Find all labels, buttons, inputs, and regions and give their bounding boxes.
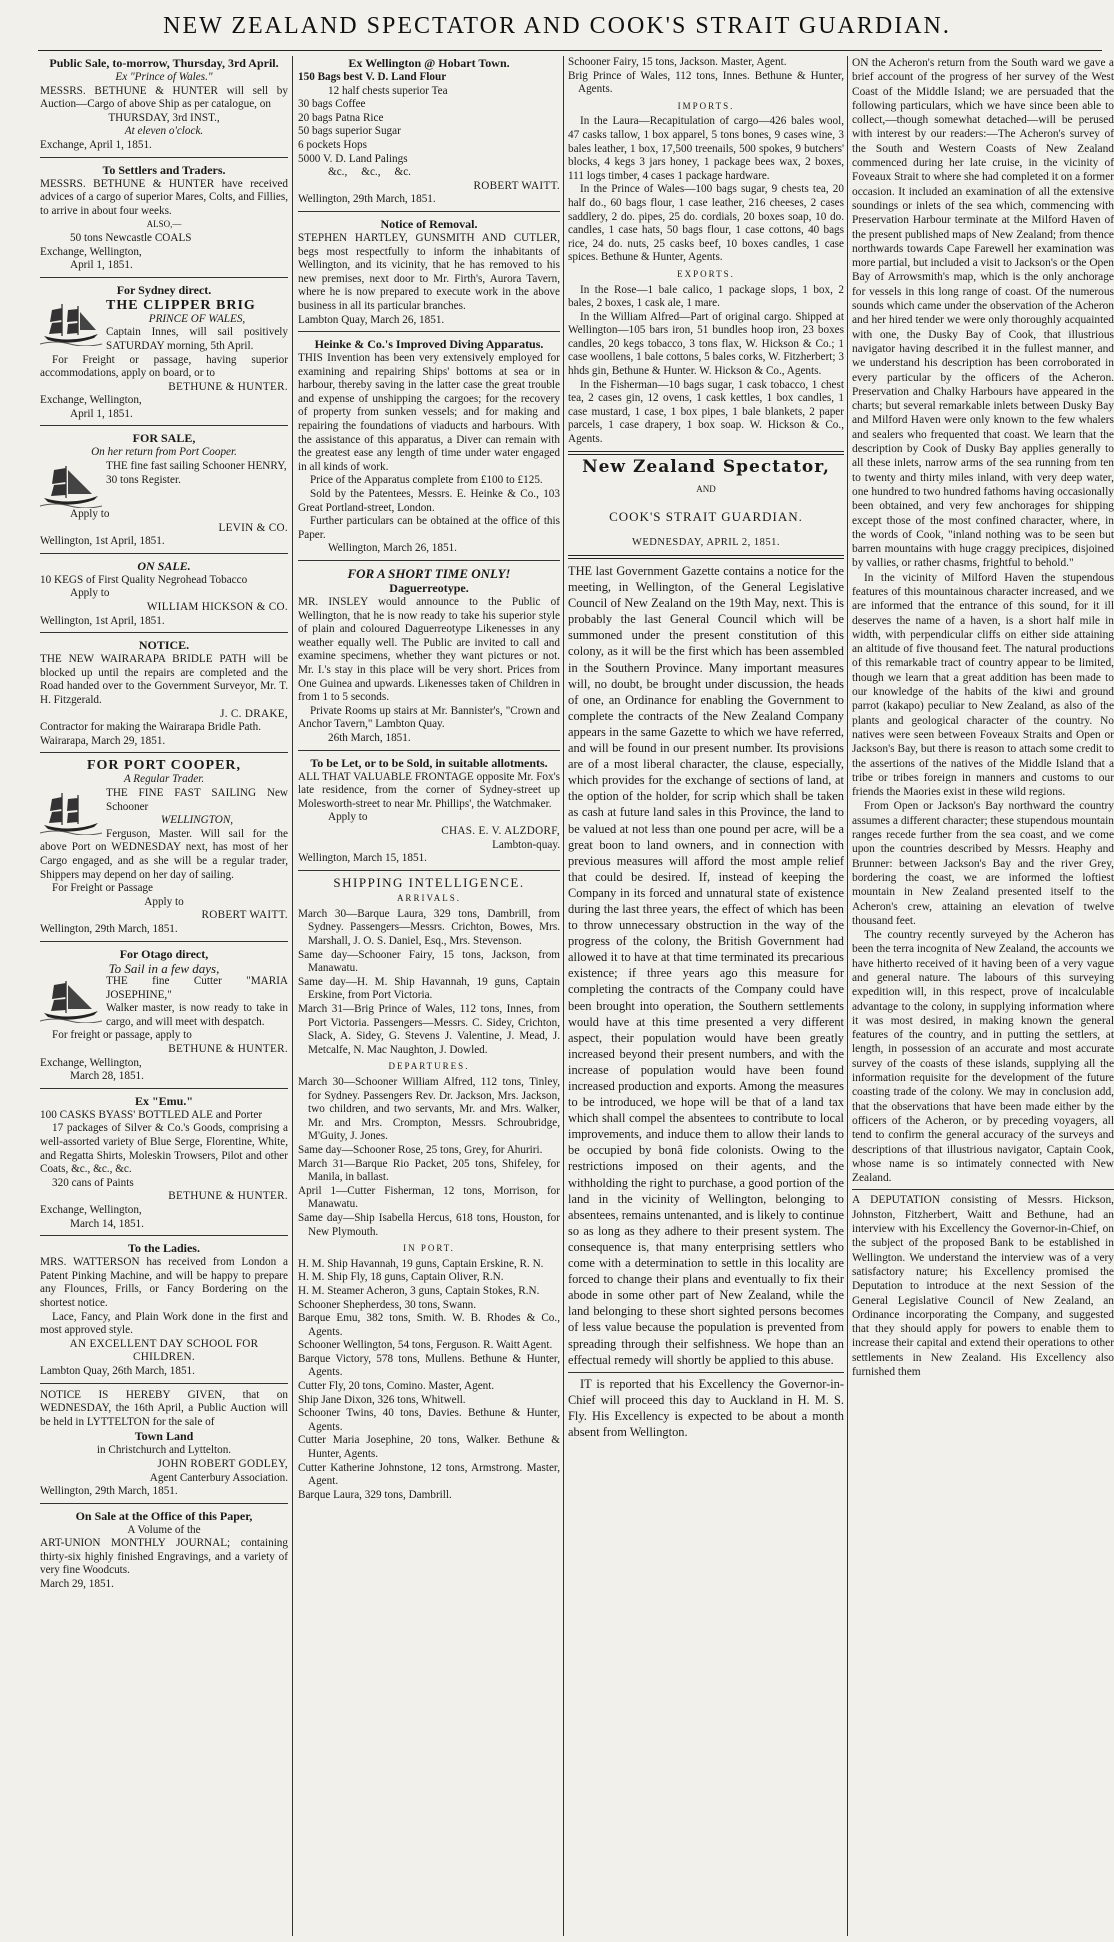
ad-public-sale [40, 56, 288, 158]
ad-body: THE CLIPPER BRIG [106, 297, 256, 313]
ad-role: Contractor for making the Wairarapa Bridle Path. [40, 721, 262, 734]
paper-date: WEDNESDAY, APRIL 2, 1851. [631, 537, 781, 549]
ad-subtitle: A Regular Trader. [123, 773, 205, 786]
ad-body: 100 CASKS BYASS' BOTTLED ALE and Porter [40, 1108, 263, 1121]
ad-role: Agent Canterbury Association. [149, 1471, 288, 1484]
ad-title: Ex "Emu." [134, 1093, 193, 1108]
ad-agent: CHAS. E. V. ALZDORF, [441, 824, 560, 837]
paper-subtitle: COOK'S STRAIT GUARDIAN. [609, 508, 803, 524]
column-separator [292, 56, 293, 1936]
list-item: Cutter Fly, 20 tons, Comino. Master, Agent. [298, 1380, 495, 1393]
ad-body: THE NEW WAIRARAPA BRIDLE PATH will be blocked up until the repairs are completed and the Road handed over to the Government Surveyor, Mr. T. H. Fitzgerald. [40, 653, 288, 706]
ad-subtitle: On her return from Port Cooper. [91, 446, 237, 459]
ad-agent: ROBERT WAITT. [473, 179, 560, 192]
subsection-heading: IN PORT. [403, 1243, 455, 1254]
export-entry: In the Fisherman—10 bags sugar, 1 cask tobacco, 1 chest tea, 2 cases gin, 12 ovens, 1 cask kettles, 1 box candles, 1 case mustard, 1 case, 1 box pipes, 1 bale blankets, 2 paper parcels, 1 case drapery, 1 box soap. W. Hickson & Co., Agents. [568, 378, 844, 446]
ad-diving-apparatus [298, 337, 560, 561]
ad-title: To the Ladies. [128, 1241, 200, 1256]
ad-footer: April 1, 1851. [70, 259, 133, 272]
ad-title: To be Let, or to be Sold, in suitable allotments. [310, 755, 548, 770]
list-item: April 1—Cutter Fisherman, 12 tons, Morrison, for Manawatu. [298, 1184, 560, 1211]
ad-where: in Christchurch and Lyttelton. [96, 1444, 232, 1457]
list-item: Barque Emu, 382 tons, Smith. W. B. Rhodes & Co., Agents. [298, 1312, 560, 1338]
ship-woodcut-icon [40, 300, 102, 346]
ad-settlers-traders [40, 163, 288, 278]
ad-land: Town Land [134, 1429, 194, 1444]
ad-coals: 50 tons Newcastle COALS [70, 231, 192, 244]
ad-title: Notice of Removal. [380, 216, 478, 231]
subsection-heading: ARRIVALS. [396, 893, 462, 904]
ad-title: NOTICE. [138, 638, 190, 653]
article-paragraph: In the vicinity of Milford Haven the stupendous features of this mountainous character increased, and we are informed that the entrance of this sound, for it ill deserves the name of a haven, is a short half mile in width, with perpendicular cliffs on either side attaining an altitude of five thousand feet. The natural productions of this remarkable tract of country appear to be limited, though we learn that a great addition has been made to our knowledge of the habits of the kiwi and ground parrot (kakapo) peculiar to New Zealand, as also of the plants and geological character of the country. No natives were seen between Foveaux Straits and Open or Jackson's Bay, but there is reason to attach some credit to the assertions of the natives of the Middle Island that a tribe or tribes foreign in manners and customs to our friends the Maories exist in these wild regions. [852, 571, 1114, 799]
ad-signature: JOHN ROBERT GODLEY, [157, 1457, 288, 1470]
ad-agent: LEVIN & CO. [218, 521, 288, 534]
double-rule [568, 451, 844, 455]
ad-port-cooper [40, 758, 288, 941]
list-item: H. M. Steamer Acheron, 3 guns, Captain Stokes, R.N. [298, 1284, 540, 1297]
ad-body: NOTICE IS HEREBY GIVEN, that on WEDNESDAY, the 16th April, a Public Auction will be held in LYTTELTON for the sale of [40, 1388, 288, 1428]
import-entry: In the Prince of Wales—100 bags sugar, 9 chests tea, 20 half do., 60 bags flour, 1 case leather, 216 cheeses, 2 cases saddlery, 2 do. pipes, 25 do. cordials, 20 boxes soap, 10 do. candles, 1 case hats, 50 bags flour, 1 case cottons, 40 bags rice, 24 do. nuts, 25 casks beef, 10 boxes candles, 1 case spices. Bethune & Hunter, Agents. [568, 183, 844, 264]
article-paragraph: ON the Acheron's return from the South ward we gave a brief account of the progress of her survey of the West Coast of the Middle Island; we are persuaded that the following particulars, which we have since been able to collect,—though somewhat detached—will be perused with interest by our readers:—The Acheron's survey of the South and Western Coasts of New Zealand commenced during her late cruise, in the vicinity of Foveaux Strait to where she had completed it on a former occasion. It included an examination of all the extensive soundings or inlets of the sea which, commencing with Preservation Harbour terminate at the Milford Haven of the present published maps of New Zealand; from thence northwards towards Cape Farewell her examination was more partial, but included a visit to Jackson's or the Open Bay of Arrowsmith's map, which is the only anchorage for vessels in this long range of coast. Of the numerous sounds which came under the observation of the Acheron and her hired tender we were only thoroughly acquainted with one, the Dusky Bay of Cook, that illustrious navigator having described it in the fullest manner, and we understand his description has been corroborated in every particular by the officers of the Acheron. Preservation and Chalky Harbours have appeared in the charts; but several remarkable inlets between Dusky Bay and Milford Haven were only known to the few whalers and sealers who frequented that coast. We learn that the description by Cook of Dusky Bay applies generally to all these inlets, narrow arms of the sea running from ten to twenty and thirty miles inland, with very deep water, one hundred to two hundred fathoms having occasionally been obtained, and very few anchorages for shipping except those of the most confined character, where, in the words of Cook, "inland nothing was to be seen but barren mountains with huge craggy precipices, disjoined by vallies, or rather chasms, frightful to behold." [852, 57, 1114, 570]
ad-footer: Wellington, 1st April, 1851. [40, 535, 165, 548]
ad-agent: BETHUNE & HUNTER. [168, 1190, 288, 1203]
list-item: Brig Prince of Wales, 112 tons, Innes. Bethune & Hunter, Agents. [568, 69, 844, 96]
ad-subtitle: A Volume of the [127, 1523, 201, 1536]
ad-title: FOR A SHORT TIME ONLY! [347, 566, 511, 581]
ad-footer: April 1, 1851. [70, 407, 133, 420]
export-entry: In the Rose—1 bale calico, 1 package slops, 1 box, 2 bales, 2 boxes, 1 cask ale, 1 mare. [568, 283, 844, 310]
shipping-intelligence [298, 876, 560, 1503]
editorial-paragraph: THE last Government Gazette contains a notice for the meeting, in Wellington, of the General Legislative Council of New Zealand on the 19th May, next. This is probably the last General Council which will be summoned under the present constitution of this colony, as it will be the first which has been assembled in the Southern Province. Many important measures will, no doubt, be brought under discussion, the heads of one, an Ordinance for enabling the Government to complete the contracts of the New Zealand Company appears in the same Gazette to which we have referred, and will be found in our present number. Its provisions are of a most liberal character, the clause, especially, which provides for the exchange of sections of land, at the option of the holder, for scrip which shall be taken as cash at future land sales in this Province, the land to be valued at not less than one pound per acre, will be a great boon to land owners, and in connection with previous measures will afford the most ample relief that could be desired. If, instead of keeping the Company in its forced and unnatural state of existence during the last three years, the effect of which has been to throw unnecessary obstruction in the way of the progress of the colony, the British Government had allowed it to have at that time terminated its precarious existence; if three years ago this measure for completing the contracts of the Company could have been brought into operation, the Southern settlements would have at this time presented a very different aspect, their population would have been greatly increased beyond their present numbers, and with the increase of population would have been found increased production and exports. Among the measures to be introduced, we hope will be that of a land tax which shall compel the absentees to contribute to local improvements, and induce them to allow their lands to be occupied by bonâ fide colonists. Owing to the restrictions imposed on their agents, and the withholding the right to purchase, a good portion of the land in the vicinity of Wellington, belonging to absentees, remains untenanted, and is likely to continue so as long as they adhere to their present system. The consequence is, that many enterprising settlers who come with a determination to settle in this locality are forced to change their plans and eventually to fix their abode in some other part of New Zealand, while the land belonging to these short sighted persons becomes of less value because the population is prevented from spreading through their selfishness. We hope than an effectual remedy will shortly be applied to this abuse. [568, 564, 844, 1367]
ad-also: ALSO,— [146, 219, 182, 230]
list-item: Ship Jane Dixon, 326 tons, Whitwell. [298, 1393, 466, 1406]
ad-body: 10 KEGS of First Quality Negrohead Tobacco [40, 573, 248, 586]
ad-price: Price of the Apparatus complete from £100 to £125. [310, 474, 543, 487]
ad-subtitle: To Sail in a few days, [108, 960, 220, 976]
ad-body: 30 tons Register. [106, 473, 181, 486]
ship-woodcut-icon [40, 462, 102, 508]
ad-footer: Wellington, March 26, 1851. [328, 542, 457, 555]
ad-line: 6 pockets Hops [298, 138, 367, 151]
ad-for-sale-henry [40, 431, 288, 553]
ad-footer: Wellington, March 15, 1851. [298, 852, 427, 865]
ad-footer: Exchange, Wellington, [40, 394, 142, 407]
ad-footer: Lambton Quay, 26th March, 1851. [40, 1364, 195, 1377]
ad-title: To Settlers and Traders. [102, 162, 226, 177]
ad-footer: Exchange, Wellington, [40, 245, 142, 258]
ad-sydney-direct [40, 283, 288, 427]
export-entry: In the William Alfred—Part of original cargo. Shipped at Wellington—105 bars iron, 51 bundles hoop iron, 23 boxes candles, 20 kegs tobacco, 3 tons flax, W. Hickson & Co.; 1 case woollens, 1 bale cottons, 5 bales corks, W. Fitzherbert; 3 hhds gin, Bethune & Hunter. W. Hickson & Co., Agents. [568, 310, 844, 378]
ad-line: 20 bags Patna Rice [298, 111, 384, 124]
ad-body: For freight or passage, apply to [52, 1029, 192, 1042]
ad-footer: Wellington, 29th March, 1851. [298, 193, 436, 206]
ad-line: 5000 V. D. Land Palings [298, 152, 408, 165]
ad-body: THE FINE FAST SAILING New Schooner [106, 786, 288, 813]
ad-time: At eleven o'clock. [124, 125, 204, 138]
column-4 [852, 56, 1114, 1936]
ship-woodcut-icon [40, 977, 102, 1023]
ad-footer: Wellington, 1st April, 1851. [40, 614, 165, 627]
ad-title: For Otago direct, [119, 946, 209, 961]
ad-body: MR. INSLEY would announce to the Public of Wellington, that he is now ready to take his superior style of plain and coloured Daguerreotype Likenesses in any weather equally well. The Public are invited to call and examine specimens, whether they want pictures or not. Mr. I.'s stay in this place will be very short. Prices from One Guinea and upwards. Likenesses taken of Children in from 1 to 5 seconds. [298, 596, 560, 704]
list-item: Cutter Maria Josephine, 20 tons, Walker. Bethune & Hunter, Agents. [298, 1434, 560, 1461]
ad-agent: BETHUNE & HUNTER. [168, 380, 288, 393]
ad-footer: March 29, 1851. [40, 1578, 114, 1591]
import-entry: In the Laura—Recapitulation of cargo—426 bales wool, 47 casks tallow, 1 box apparel, 5 tons bones, 9 cases wine, 3 bales leather, 1 box, 17,500 treenails, 500 spokes, 9 butchers' blocks, 4 kegs 3 jars honey, 1 package bees wax, 2 boxes, 111 logs timber, 4 cases 1 package hardware. [568, 115, 844, 182]
list-item: Barque Laura, 329 tons, Dambrill. [298, 1488, 452, 1501]
ad-footer: March 14, 1851. [70, 1217, 144, 1230]
masthead: NEW ZEALAND SPECTATOR AND COOK'S STRAIT GUARDIAN. [163, 13, 951, 39]
ad-footer: Exchange, Wellington, [40, 1056, 142, 1069]
ad-agent: BETHUNE & HUNTER. [168, 1043, 288, 1056]
ad-ex-emu [40, 1094, 288, 1236]
divider [568, 1372, 844, 1373]
ad-body: STEPHEN HARTLEY, GUNSMITH AND CUTLER, begs most respectfully to inform the inhabitants of Wellington, and its vicinity, that he has removed to his new premises, next door to Mr. Firth's, Aurora Tavern, where he is now prepared to execute work in the above business in all its particular branches. [298, 231, 560, 312]
ad-agent-address: Lambton-quay. [492, 838, 560, 851]
ad-body: ALL THAT VALUABLE FRONTAGE opposite Mr. Fox's late residence, from the corner of Sydney-street up Molesworth-street to near Mr. Phillips', the Watchmaker. [298, 770, 560, 810]
ship-name: PRINCE OF WALES, [148, 312, 246, 325]
ship-name: WELLINGTON, [160, 814, 234, 827]
ad-body: MESSRS. BETHUNE & HUNTER have received advices of a cargo of superior Mares, Colts, and Fillies, to arrive in about four weeks. [40, 177, 288, 217]
list-item: Same day—Schooner Fairy, 15 tons, Jackson, from Manawatu. [298, 948, 560, 975]
ad-line: 50 bags superior Sugar [298, 125, 401, 138]
ad-footer: Exchange, Wellington, [40, 1204, 142, 1216]
ad-body: Lace, Fancy, and Plain Work done in the first and most approved style. [40, 1310, 288, 1337]
ad-body: For Freight or passage, having superior accommodations, apply on board, or to [40, 353, 288, 380]
ad-school: AN EXCELLENT DAY SCHOOL FOR CHILDREN. [69, 1337, 259, 1364]
ad-body: MRS. WATTERSON has received from London a Patent Pinking Machine, and will be happy to prepare any Flounces, Frills, or Fancy Bordering on the shortest notice. [40, 1256, 288, 1309]
ad-agent: WILLIAM HICKSON & CO. [146, 601, 288, 614]
ad-art-union-journal [40, 1509, 288, 1596]
list-item: Barque Victory, 578 tons, Mullens. Bethune & Hunter, Agents. [298, 1352, 560, 1379]
ad-body: For Freight or Passage [52, 882, 153, 895]
list-item: March 31—Brig Prince of Wales, 112 tons, Innes, from Port Victoria. Passengers—Messrs. C. Sidey, Crichton, Slack, A. Sidey, G. Stevens J. Valentine, J. Mead, J. Metcalfe, N. Mac Naughton, J. Dowled. [298, 1003, 560, 1056]
article-paragraph: A DEPUTATION consisting of Messrs. Hickson, Johnston, Fitzherbert, Waitt and Bethune, had an interview with his Excellency the Governor-in-Chief, on the subject of the proposed Bank to be established in Wellington. We understand the interview was of a very satisfactory nature; his Excellency promised the Deputation to introduce at the next Session of the General Legislative Council of New Zealand, an Ordinance incorporating the Company, and suggested that they should apply for powers to enable them to increase their capital and extend their operations to other settlements in New Zealand. His Excellency also furnished them [852, 1194, 1114, 1379]
article-paragraph: The country recently surveyed by the Acheron has been the terra incognita of New Zealand, the accounts we have hitherto received of it having been of a very vague and general nature. The labours of this surveying expedition will, in this respect, prove of incalculable advantage to the colony, in supplying information where it was most desired, in making known the general features of the country, and in putting the settlers, at length, in possession of an accurate and most accurate survey of the coasts of these islands, supplying all the information requisite for the development of the future coasting trade of the colony. We may in conclusion add, that the observations that have been made either by the officers of the Acheron, or by preceding voyagers, all tend to confirm the general accuracy of the surveys and descriptions of that illustrious navigator, Captain Cook, whose name is so intimately connected with New Zealand. [852, 929, 1114, 1185]
ad-date: THURSDAY, 3rd INST., [108, 111, 220, 124]
list-item: Schooner Wellington, 54 tons, Ferguson. R. Waitt Agent. [298, 1339, 553, 1352]
subsection-heading: DEPARTURES. [388, 1061, 470, 1072]
ad-body: THE fine fast sailing Schooner HENRY, [106, 460, 287, 473]
ad-apply: Apply to [70, 587, 110, 600]
ad-title: Heinke & Co.'s Improved Diving Apparatus. [314, 337, 544, 352]
list-item: Same day—Ship Isabella Hercus, 618 tons, Houston, for New Plymouth. [298, 1211, 560, 1238]
list-item: Schooner Twins, 40 tons, Davies. Bethune & Hunter, Agents. [298, 1407, 560, 1433]
double-rule [568, 555, 844, 559]
list-item: H. M. Ship Havannah, 19 guns, Captain Erskine, R. N. [298, 1257, 544, 1270]
ad-sold: Sold by the Patentees, Messrs. E. Heinke & Co., 103 Great Portland-street, London. [298, 488, 560, 514]
ad-rooms: Private Rooms up stairs at Mr. Bannister's, "Crown and Anchor Tavern," Lambton Quay. [298, 704, 560, 731]
ad-line: 12 half chests superior Tea [328, 84, 448, 97]
paper-and: AND [696, 484, 716, 495]
ship-woodcut-icon [40, 789, 102, 835]
ad-body: ART-UNION MONTHLY JOURNAL; containing thirty-six highly finished Engravings, and a variety of very fine Woodcuts. [40, 1537, 288, 1577]
ad-body: Ferguson, Master. Will sail for the above Port on WEDNESDAY next, has most of her Cargo engaged, and as she will be a regular trader, Shippers may depend on her day of sailing. [40, 827, 288, 881]
ad-subtitle: Ex "Prince of Wales." [115, 71, 213, 83]
list-item: H. M. Ship Fly, 18 guns, Captain Oliver, R.N. [298, 1271, 504, 1284]
column-3 [568, 56, 844, 1936]
ad-apply: Apply to [328, 811, 368, 824]
subsection-heading: IMPORTS. [677, 100, 735, 111]
subsection-heading: EXPORTS. [677, 268, 735, 279]
list-item: March 30—Schooner William Alfred, 112 tons, Tinley, for Sydney. Passengers Rev. Dr. Jackson, Mrs. Jackson, two children, and two servants, Mr. and Mrs. Walker, Mr. and Mrs. Crompton, Messrs. Schroubridge, M'Guity, J. Jones. [298, 1076, 560, 1143]
ad-footer: Exchange, April 1, 1851. [40, 138, 152, 151]
ad-apply: Apply to [144, 895, 184, 908]
column-separator [847, 56, 848, 1936]
ad-line: 30 bags Coffee [298, 98, 366, 111]
ad-title: ON SALE. [137, 558, 191, 573]
ad-title: For Sydney direct. [116, 282, 212, 297]
list-item: March 30—Barque Laura, 329 tons, Dambrill, from Sydney. Passengers—Messrs. Crichton, Bowes, Mrs. Marshall, J. O. S. Daniel, Esq., Mrs. Stevenson. [298, 907, 560, 948]
ad-ex-wellington-hobart [298, 56, 560, 212]
ad-notice-of-removal [298, 217, 560, 332]
list-item: Same day—Schooner Rose, 25 tons, Grey, for Ahuriri. [298, 1143, 543, 1156]
ad-body: 17 packages of Silver & Co.'s Goods, comprising a well-assorted variety of Blue Serge, Florentine, White, and Regatta Shirts, Moleskin Trowsers, Pilot and other Coats, &c., &c., &c. [40, 1122, 288, 1176]
ad-town-land-auction [40, 1389, 288, 1504]
ad-signature: J. C. DRAKE, [220, 707, 288, 720]
ad-body: 320 cans of Paints [52, 1176, 134, 1189]
list-item: Same day—H. M. Ship Havannah, 19 guns, Captain Erskine, from Port Victoria. [298, 975, 560, 1002]
ad-footer: Lambton Quay, March 26, 1851. [298, 313, 445, 326]
ad-footer: 26th March, 1851. [328, 731, 411, 744]
ad-title: Public Sale, to-morrow, Thursday, 3rd April. [49, 56, 279, 70]
ad-apply: Apply to [70, 508, 110, 521]
ad-further: Further particulars can be obtained at the office of this Paper. [298, 515, 560, 541]
ad-footer: Wellington, 29th March, 1851. [40, 922, 178, 935]
ad-notice-bridle-path [40, 638, 288, 753]
ad-on-sale-tobacco [40, 559, 288, 633]
list-item: March 31—Barque Rio Packet, 205 tons, Shifeley, for Manila, in ballast. [298, 1157, 560, 1184]
ad-line: &c., &c., &c. [328, 166, 411, 179]
column-1 [40, 56, 288, 1936]
ad-otago-direct [40, 947, 288, 1089]
ad-body: Captain Innes, will sail positively SATURDAY morning, 5th April. [106, 326, 288, 352]
ad-title: FOR SALE, [132, 431, 196, 446]
editorial-paragraph: IT is reported that his Excellency the Governor-in-Chief will proceed this day to Auckland in H. M. S. Fly. His Excellency is expected to be about a month absent from Wellington. [568, 1376, 844, 1439]
ad-to-let-frontage [298, 756, 560, 871]
ad-title: FOR PORT COOPER, [86, 758, 242, 774]
ad-line: 150 Bags best V. D. Land Flour [298, 71, 447, 83]
ad-footer: March 28, 1851. [70, 1070, 144, 1083]
ad-footer: Wellington, 29th March, 1851. [40, 1485, 178, 1498]
ad-body: THIS Invention has been very extensively employed for examining and repairing Ships' bottoms at sea or in harbour, thereby saving in the latter case the great trouble and expense of unshipping the cargoes; for the recovery of property from sunken vessels; and for making and repairing the foundations of viaducts and harbours. With the assistance of this apparatus, a Diver can remain with the greatest ease any length of time under water engaged in all kinds of work. [298, 352, 560, 473]
masthead-rule [38, 50, 1102, 51]
ad-title: Ex Wellington @ Hobart Town. [348, 56, 510, 70]
column-separator [563, 56, 564, 1936]
ad-body: MESSRS. BETHUNE & HUNTER will sell by Auction—Cargo of above Ship as per catalogue, on [40, 84, 288, 111]
list-item: Schooner Fairy, 15 tons, Jackson. Master, Agent. [568, 56, 787, 68]
list-item: Schooner Shepherdess, 30 tons, Swann. [298, 1298, 477, 1311]
ad-body: THE fine Cutter "MARIA JOSEPHINE," [106, 975, 288, 1001]
article-paragraph: From Open or Jackson's Bay northward the country assumes a different character; these stupendous mountain ranges recede further from the sea coast, and we come upon the countries described by Messrs. Heaphy and Brunner: between Jackson's Bay and the river Grey, bordering the coast, we are informed the loftiest mountain in New Zealand presented itself to the Acheron's crew, attaining an elevation of twelve thousand feet. [852, 800, 1114, 927]
ad-subtitle: Daguerreotype. [389, 581, 469, 595]
list-item: Cutter Katherine Johnstone, 12 tons, Armstrong. Master, Agent. [298, 1461, 560, 1488]
ad-daguerreotype [298, 566, 560, 751]
ad-title: On Sale at the Office of this Paper, [75, 1508, 253, 1523]
paper-title: New Zealand Spectator, [582, 456, 830, 477]
divider [852, 1189, 1114, 1190]
ad-footer: Wairarapa, March 29, 1851. [40, 734, 166, 747]
ad-agent: ROBERT WAITT. [201, 909, 288, 922]
ad-body: Walker master, is now ready to take in cargo, and will meet with despatch. [106, 1002, 288, 1028]
section-heading: SHIPPING INTELLIGENCE. [333, 874, 525, 890]
ad-to-the-ladies [40, 1241, 288, 1383]
column-2 [298, 56, 560, 1936]
